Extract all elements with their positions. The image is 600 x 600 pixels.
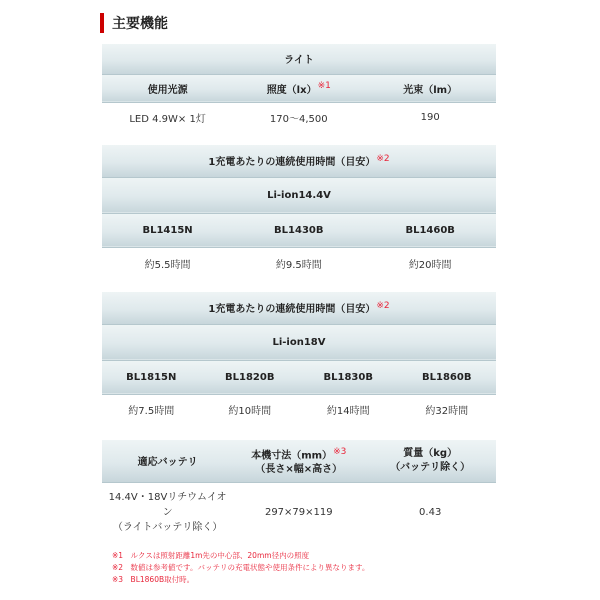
note-mark-2b: ※2 <box>376 300 390 311</box>
spec-header-battery: 適応バッテリ <box>102 440 233 482</box>
heading-accent-bar <box>100 13 104 33</box>
light-header-illuminance: 照度（lx）※1 <box>233 74 364 102</box>
time-bl1820b: 約10時間 <box>201 394 300 424</box>
model-bl1830b: BL1830B <box>299 360 398 394</box>
runtime-18v-subtitle: Li-ion18V <box>102 324 496 360</box>
spec-value-weight: 0.43 <box>364 482 496 542</box>
note-mark-1: ※1 <box>317 81 331 92</box>
runtime-table-14v <box>102 145 496 279</box>
body-spec-table <box>102 440 496 542</box>
model-bl1815n: BL1815N <box>102 360 201 394</box>
section-heading <box>100 12 168 34</box>
light-table-title: ライト <box>102 44 496 74</box>
runtime-18v-title: 1充電あたりの連続使用時間（目安）※2 <box>102 292 496 324</box>
model-bl1415n: BL1415N <box>102 213 233 247</box>
note-mark-2: ※2 <box>376 153 390 164</box>
spec-value-size: 297×79×119 <box>233 482 364 542</box>
model-bl1860b: BL1860B <box>398 360 497 394</box>
footnote-3: ※3 BL1860B取付時。 <box>112 575 195 584</box>
footnote-1: ※1 ルクスは照射距離1m先の中心部、20mm径内の照度 <box>112 551 310 560</box>
time-bl1415n: 約5.5時間 <box>102 247 233 279</box>
footnote-2: ※2 数値は参考値です。バッテリの充電状態や使用条件により異なります。 <box>112 563 370 572</box>
light-value-illuminance: 170～4,500 <box>233 102 364 132</box>
footnotes <box>112 550 369 586</box>
light-header-source: 使用光源 <box>102 74 233 102</box>
runtime-table-18v <box>102 292 496 424</box>
spec-header-weight: 質量（kg） （バッテリ除く） <box>364 440 496 482</box>
time-bl1430b: 約9.5時間 <box>233 247 364 279</box>
time-bl1830b: 約14時間 <box>299 394 398 424</box>
time-bl1460b: 約20時間 <box>364 247 496 279</box>
light-value-source: LED 4.9W× 1灯 <box>102 102 233 132</box>
time-bl1860b: 約32時間 <box>398 394 497 424</box>
light-spec-table <box>102 44 496 132</box>
model-bl1460b: BL1460B <box>364 213 496 247</box>
runtime-14v-title: 1充電あたりの連続使用時間（目安）※2 <box>102 145 496 177</box>
model-bl1820b: BL1820B <box>201 360 300 394</box>
note-mark-3: ※3 <box>333 446 347 457</box>
spec-value-battery: 14.4V・18Vリチウムイオ ン （ライトバッテリ除く） <box>102 482 233 542</box>
light-header-flux: 光束（lm） <box>364 74 496 102</box>
spec-header-size: 本機寸法（mm）※3 （長さ×幅×高さ） <box>233 440 364 482</box>
runtime-14v-subtitle: Li-ion14.4V <box>102 177 496 213</box>
light-value-flux: 190 <box>364 102 496 132</box>
section-title: 主要機能 <box>112 16 168 32</box>
time-bl1815n: 約7.5時間 <box>102 394 201 424</box>
model-bl1430b: BL1430B <box>233 213 364 247</box>
